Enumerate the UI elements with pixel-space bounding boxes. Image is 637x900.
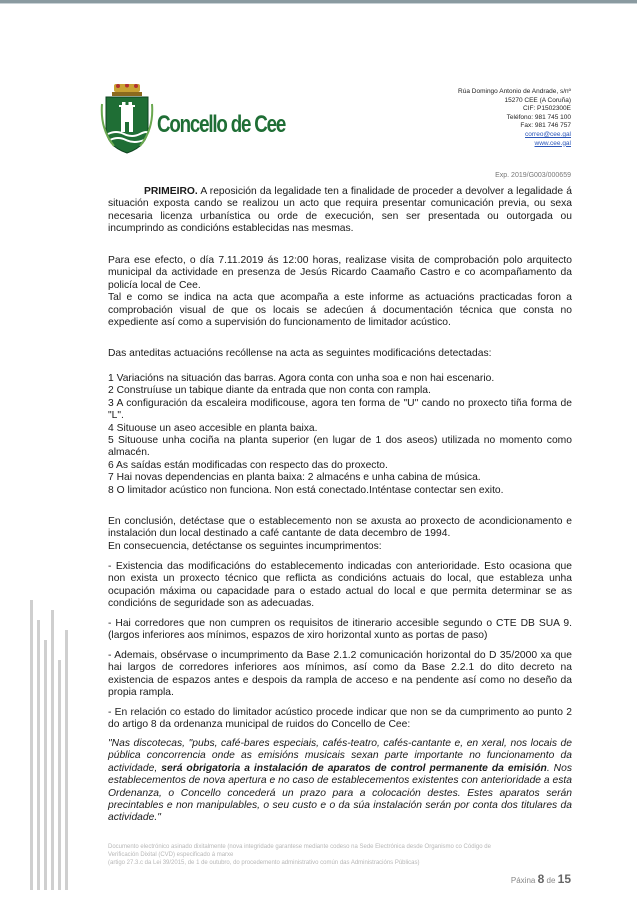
page-total: 15 bbox=[557, 872, 571, 886]
list-item: 7 Hai novas dependencias en planta baixa: 2 almacéns e unha cabina de música. bbox=[108, 472, 481, 484]
list-item: 2 Construíuse un tabique diante da entrada que non conta con rampla. bbox=[108, 385, 431, 397]
list-item: 6 As saídas están modificadas con respecto das do proxecto. bbox=[108, 459, 388, 471]
margin-verification-stamp bbox=[28, 600, 76, 890]
list-item: 5 Situouse unha cociña na planta superior (en lugar de 1 dos aseos) utilizada no momento como almacén. bbox=[108, 435, 572, 459]
address-line: CIF: P1502300E bbox=[522, 105, 571, 113]
footer-line: Documento electrónico asinado dixitalmente (nova integridade garantese mediante codeso na Sede Electrónica desde Organismo co Código de bbox=[108, 844, 491, 850]
paragraph-corridors bbox=[108, 618, 572, 643]
email-link[interactable]: correo@cee.gal bbox=[525, 130, 571, 138]
paragraph-decree bbox=[108, 650, 572, 700]
page-indicator bbox=[511, 872, 571, 886]
top-rule-light bbox=[0, 3, 637, 4]
footer-line: Verificación Dixital (CVD) especificado á marxe bbox=[108, 852, 234, 858]
list-item: 1 Variacións na situación das barras. Agora conta con unha soa e non hai escenario. bbox=[108, 373, 495, 384]
page-label: Páxina bbox=[510, 876, 536, 885]
quote-text: "Nas discotecas, "pubs, café-bares especiais, cafés-teatro, cafés-cantante e, en xeral, nos locais de pública concorrencia onde as emisións musicais sexan parte importante no funcionamento da actividade, bbox=[108, 738, 572, 774]
paragraph-text: En conclusión, detéctase que o establecemento non se axusta ao proxecto de acondicionamento e instalación dun local destinado a café cantante de data decembro de 1994. bbox=[108, 516, 572, 540]
list-item: 4 Situouse un aseo accesible en planta baixa. bbox=[108, 422, 318, 434]
address-line: 15270 CEE (A Coruña) bbox=[504, 96, 571, 104]
expedient-number: Exp. 2019/G003/000659 bbox=[495, 172, 571, 179]
modifications-list bbox=[108, 373, 572, 497]
paragraph-text: En consecuencia, detéctanse os seguintes incumprimentos: bbox=[108, 540, 382, 552]
paragraph-limiter bbox=[108, 707, 572, 732]
paragraph-text: - En relación co estado do limitador acústico procede indicar que non se da cumprimento ao punto 2 do artigo 8 da ordenanza municipal de ruidos do Concello de Cee: bbox=[108, 707, 572, 731]
page-of: de bbox=[546, 876, 556, 885]
page-number: 8 bbox=[537, 872, 545, 886]
digital-signature-note bbox=[108, 843, 572, 867]
address-block bbox=[458, 88, 571, 148]
quote-text: . Nos establecementos de nova apertura e no caso de establecementos existentes con anterioridade a esta Ordenanza, o Concello concederá un prazo para a colocación destes. Estes aparatos serán precintables e non manipulables, o seu custo e o da súa instalación serán por conta dos titulares da actividade." bbox=[108, 762, 572, 824]
paragraph-text: A reposición da legalidade ten a finalidade de proceder a devolver a legalidade á situación exposta cando se realizou un acto que requira presentar comunicación previa, ou sexa necesaria licenza urbanística ou orde de execución, sen ser presentada ou outorgada ou incumprindo as condicións establecidas nas mesmas. bbox=[108, 186, 572, 235]
footer-line: (artigo 27.3.c da Lei 39/2015, de 1 de outubro, do procedemento administrativo común das Administracións Públicas) bbox=[108, 860, 420, 866]
paragraph-text: - Existencia das modificacións do establecemento indicadas con anterioridade. Esto ocasiona que non exista un proxecto técnico que reflicta as condicións actuais do local, que estableza unha ocupación máxima ou capacidade para o estado actual do local e que permita determinar se as condicións de seguridade son as adecuadas. bbox=[108, 561, 572, 610]
paragraph-conclusion bbox=[108, 516, 572, 553]
paragraph-text: - Ademais, obsérvase o incumprimento da Base 2.1.2 comunicación horizontal do D 35/2000 xa que hai largos de corredores inferiores aos mínimos, así como da Base 2.2.1 do dito decreto na existencia de espazos antes e despois da rampla de acceso e na pendente así como no deseño da propia rampla. bbox=[108, 650, 572, 699]
paragraph-intro-list bbox=[108, 348, 572, 360]
brand-name: Concello de Cee bbox=[157, 111, 286, 138]
paragraph-modifications bbox=[108, 561, 572, 611]
paragraph-text: - Hai corredores que non cumpren os requisitos de itinerario accesible segundo o CTE DB SUA 9. (largos inferiores aos mínimos, espazos de xiro horizontal xunto as portas de paso) bbox=[108, 618, 572, 642]
list-item: 8 O limitador acústico non funciona. Non está conectado.Inténtase contectar sen exito. bbox=[108, 484, 504, 496]
paragraph-text: Para ese efecto, o día 7.11.2019 ás 12:00 horas, realizase visita de comprobación polo arquitecto municipal da actividade en presenza de Jesús Ricardo Caamaño Castro e co acompañamento da policía local de Cee. bbox=[108, 255, 572, 291]
section-lead: PRIMEIRO. bbox=[144, 186, 198, 197]
paragraph-text: Tal e como se indica na acta que acompaña a este informe as actuacións practicadas foron a comprobación visual de que os locais se adecúen á documentación técnica que consta no expediente así como a supervisión do funcionamento de limitador acústico. bbox=[108, 292, 572, 329]
paragraph-primeiro bbox=[108, 186, 572, 236]
coat-of-arms-icon bbox=[100, 84, 154, 154]
list-item: 3 A configuración da escaleira modificouse, agora ten forma de "U" cando no proxecto tiña forma de "L". bbox=[108, 397, 572, 422]
quote-emphasis: será obrigatoria a instalación de aparatos de control permanente da emisión bbox=[161, 762, 547, 774]
ordinance-quote bbox=[108, 738, 572, 825]
address-line: Teléfono: 981 745 100 bbox=[506, 113, 571, 121]
address-line: Rúa Domingo Antonio de Andrade, s/nº bbox=[458, 88, 571, 95]
address-line: Fax: 981 746 757 bbox=[520, 122, 571, 130]
paragraph-visit bbox=[108, 255, 572, 329]
paragraph-text: Das anteditas actuacións recóllense na acta as seguintes modificacións detectadas: bbox=[108, 348, 492, 359]
web-link[interactable]: www.cee.gal bbox=[534, 139, 571, 147]
